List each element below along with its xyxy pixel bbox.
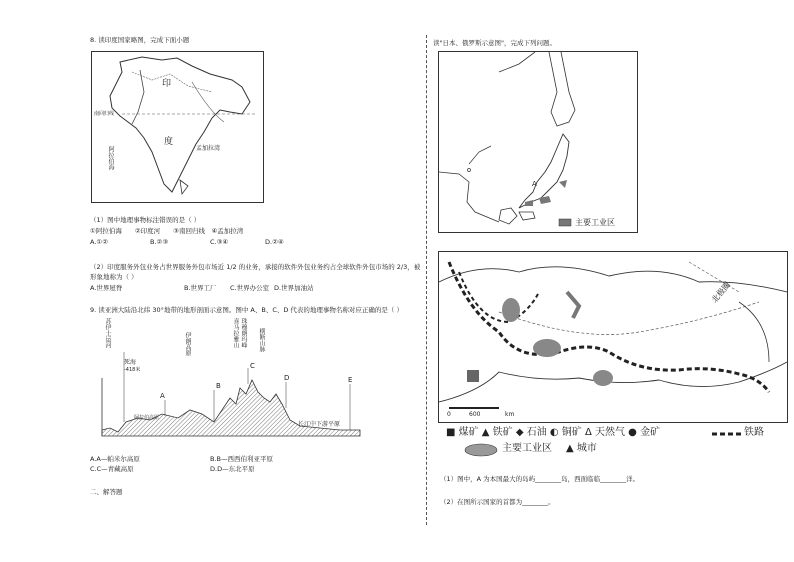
russia-map xyxy=(438,251,788,423)
scale-600: 600 xyxy=(469,411,481,418)
map-label-tropic: 南回归线 xyxy=(94,111,115,117)
label-dead-sea-depth: -418米 xyxy=(124,367,141,373)
map-label-yin: 印 xyxy=(162,79,172,89)
label-zhumu: 珠穆朗玛峰 xyxy=(240,318,247,348)
map-label-du: 度 xyxy=(164,137,174,147)
section-2-heading: 二、解答题 xyxy=(90,488,123,496)
q8-sub2-line2: 形象地称为（ ） xyxy=(90,273,138,281)
label-hengduan: 横断山脉 xyxy=(258,328,265,352)
right-q2: （2）在图所示国家的首都为________。 xyxy=(440,498,555,506)
q9-option-b: B.B—西西伯利亚平原 xyxy=(210,455,273,463)
label-A: A xyxy=(160,392,165,400)
right-q1: （1）图中，A 为本国最大的岛屿________岛，西面临临________洋。 xyxy=(440,475,640,483)
q8-title: 8. 读印度国家略图，完成下面小题 xyxy=(90,36,190,44)
india-map xyxy=(91,51,264,203)
terrain-profile xyxy=(90,318,370,440)
legend-industry: 主要工业区 xyxy=(502,443,552,454)
india-map-drawing xyxy=(92,52,263,202)
label-arabia: 阿拉伯高原 xyxy=(134,415,160,421)
legend-row1: ■ 煤矿 ▲ 铁矿 ◆ 石油 ◐ 铜矿 Δ 天然气 ● 金矿 xyxy=(446,427,661,438)
q9-title: 9. 读亚洲大陆沿北纬 30°地带的地形剖面示意图。图中 A、B、C、D 代表的地理事物名称对应正确的是（ ） xyxy=(90,306,404,314)
japan-legend-industry: 主要工业区 xyxy=(575,218,615,227)
q8-sub1-items: ①阿拉伯海 ②印度河 ③南回归线 ④孟加拉湾 xyxy=(90,227,244,235)
q8-sub1-option-c: C.③④ xyxy=(210,238,229,246)
q8-sub1-option-b: B.②③ xyxy=(150,238,169,246)
label-iran: 伊朗高原 xyxy=(184,332,191,356)
q8-sub1-option-a: A.①② xyxy=(90,238,109,246)
russia-legend xyxy=(438,425,786,465)
q8-sub1: （1）图中地理事物标注错误的是（ ） xyxy=(90,216,201,224)
label-D: D xyxy=(284,374,290,382)
japan-label-A: A xyxy=(532,180,537,188)
label-yangtze: 长江中下游平原 xyxy=(298,421,341,428)
russia-label-arctic: 北极圈 xyxy=(709,280,733,305)
q8-sub2-option-c: C.世界办公室 xyxy=(230,284,270,292)
map-label-arabian: 阿拉伯海 xyxy=(107,146,114,170)
label-suez: 苏伊士运河 xyxy=(104,318,111,348)
legend-city: ▲ 城市 xyxy=(566,443,597,454)
q9-option-a: A.A—帕米尔高原 xyxy=(90,455,140,463)
q8-sub1-option-d: D.②④ xyxy=(265,238,284,246)
label-C: C xyxy=(250,362,255,370)
legend-rail: 铁路 xyxy=(744,427,764,438)
q9-option-d: D.D—东北平原 xyxy=(210,465,255,473)
map-label-bengal: 孟加拉湾 xyxy=(196,145,221,152)
japan-map xyxy=(438,51,638,233)
label-dead-sea: 死海 xyxy=(124,359,137,366)
q8-sub2-option-d: D.世界加油站 xyxy=(274,284,314,292)
japan-map-drawing xyxy=(439,52,637,232)
label-B: B xyxy=(216,382,221,390)
legend-industry-symbol xyxy=(464,443,498,457)
scale-0: 0 xyxy=(447,411,451,418)
column-divider xyxy=(426,35,427,525)
label-E: E xyxy=(348,376,353,384)
right-intro: 读"日本、俄罗斯示意图"，完成下列问题。 xyxy=(433,39,556,47)
q9-option-c: C.C—青藏高原 xyxy=(90,465,134,473)
q8-sub2-option-a: A.世界屋脊 xyxy=(90,284,123,292)
label-himalaya: 喜马拉雅山 xyxy=(232,318,239,348)
scale-unit: km xyxy=(505,411,515,418)
q8-sub2-line1: （2）印度服务外包业务占世界服务外包市场近 1/2 的业务，承接的软件外包业务约占全球软件外包市场的 2/3，被 xyxy=(90,263,421,271)
q8-sub2-option-b: B.世界工厂 xyxy=(184,284,217,292)
russia-map-drawing xyxy=(439,252,787,422)
